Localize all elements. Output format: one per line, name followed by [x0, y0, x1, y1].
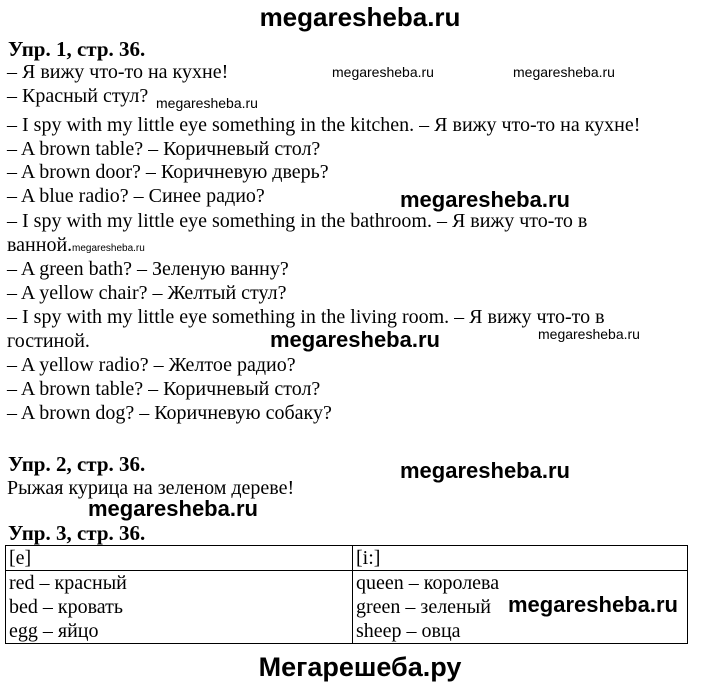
table-header-row	[6, 546, 688, 571]
exercise-2-text: Рыжая курица на зеленом дереве!	[7, 477, 295, 499]
table-row	[6, 619, 688, 644]
exercise-1-line: – A brown dog? – Коричневую собаку?	[7, 402, 332, 424]
exercise-2-heading: Упр. 2, стр. 36.	[8, 452, 146, 476]
watermark: megaresheba.ru	[156, 95, 258, 111]
exercise-1-line: – Красный стул?	[7, 85, 149, 107]
exercise-1-line: – I spy with my little eye something in the bathroom. – Я вижу что-то в	[7, 210, 588, 232]
exercise-1-line: – A brown table? – Коричневый стол?	[7, 378, 321, 400]
site-footer: Мегарешеба.ру	[258, 652, 462, 682]
exercise-1-line: – A brown table? – Коричневый стол?	[7, 138, 321, 160]
exercise-1-line: ванной.	[7, 234, 73, 256]
exercise-1-line: – I spy with my little eye something in the kitchen. – Я вижу что-то на кухне!	[7, 114, 641, 136]
watermark: megaresheba.ru	[513, 64, 615, 80]
exercise-1-line: гостиной.	[7, 330, 90, 352]
table-header-i: [i:]	[353, 546, 688, 571]
table-cell: egg – яйцо	[6, 619, 353, 644]
table-cell: queen – королева	[353, 571, 688, 596]
exercise-1-line: – A brown door? – Коричневую дверь?	[7, 161, 329, 183]
watermark: megaresheba.ru	[508, 592, 678, 617]
watermark: megaresheba.ru	[88, 496, 258, 521]
exercise-1-line: – A yellow radio? – Желтое радио?	[7, 354, 296, 376]
exercise-1-line: – A green bath? – Зеленую ванну?	[7, 258, 289, 280]
table-cell: red – красный	[6, 571, 353, 596]
watermark: megaresheba.ru	[270, 327, 440, 352]
site-header: megaresheba.ru	[259, 2, 461, 32]
table-header-e: [e]	[6, 546, 353, 571]
exercise-1-line: – A yellow chair? – Желтый стул?	[7, 282, 287, 304]
watermark: megaresheba.ru	[400, 458, 570, 483]
watermark: megaresheba.ru	[332, 64, 434, 80]
exercise-1-line: – I spy with my little eye something in the living room. – Я вижу что-то в	[7, 306, 605, 328]
watermark: megaresheba.ru	[538, 326, 640, 342]
table-cell: bed – кровать	[6, 595, 353, 619]
watermark: megaresheba.ru	[72, 243, 145, 254]
watermark: megaresheba.ru	[400, 187, 570, 212]
table-cell: sheep – овца	[353, 619, 688, 644]
exercise-1-heading: Упр. 1, стр. 36.	[8, 37, 146, 61]
exercise-1-line: – A blue radio? – Синее радио?	[7, 185, 265, 207]
table-cell: green – зеленый	[353, 595, 688, 619]
exercise-1-line: – Я вижу что-то на кухне!	[7, 61, 229, 83]
exercise-3-heading: Упр. 3, стр. 36.	[8, 521, 146, 545]
